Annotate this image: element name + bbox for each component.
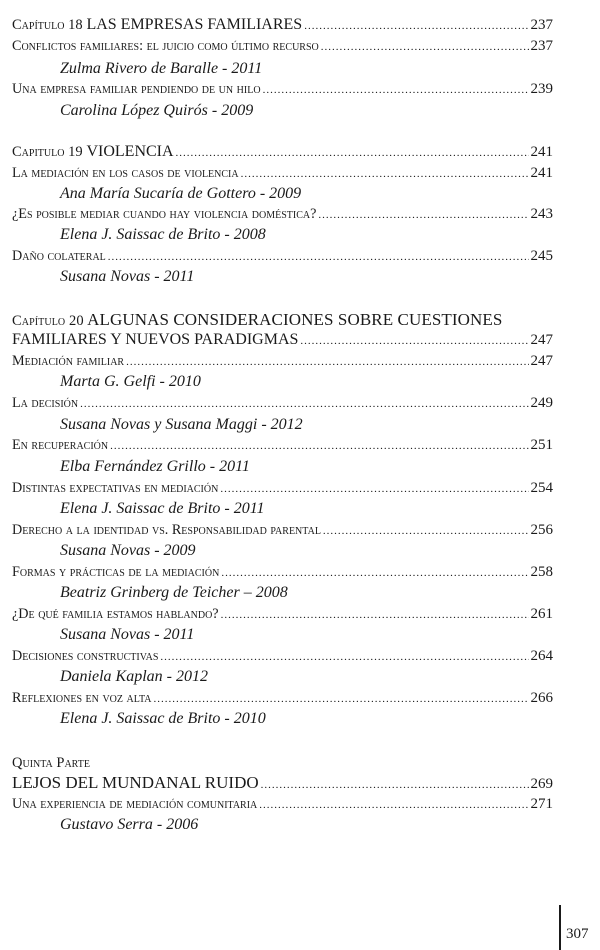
entry-author: Daniela Kaplan - 2012 (60, 668, 208, 685)
page-number: 247 (530, 353, 553, 369)
entry-author: Zulma Rivero de Baralle - 2011 (60, 60, 263, 77)
page-number: 243 (530, 206, 553, 222)
folio-rule (559, 905, 561, 950)
dot-leader (108, 251, 529, 263)
page-number: 237 (530, 38, 553, 54)
dot-leader (220, 483, 528, 495)
entry-title: En recuperación (12, 437, 109, 453)
toc-entry[interactable] (12, 522, 553, 544)
page-number: 249 (530, 395, 553, 411)
entry-title: Derecho a la identidad vs. Responsabilidad parental (12, 522, 321, 538)
toc-entry[interactable] (12, 206, 553, 228)
dot-leader (153, 693, 528, 705)
entry-title: La mediación en los casos de violencia (12, 165, 239, 181)
entry-title: Distintas expectativas en mediación (12, 480, 219, 496)
entry-author: Beatriz Grinberg de Teicher – 2008 (60, 584, 288, 601)
toc-entry[interactable] (12, 796, 553, 818)
page-number: 258 (530, 564, 553, 580)
dot-leader (160, 651, 528, 663)
chapter-label: Capítulo 18 (12, 17, 83, 33)
entry-title: Una empresa familiar pendiendo de un hilo (12, 81, 261, 97)
entry-author: Elena J. Saissac de Brito - 2008 (60, 226, 266, 243)
part-label: Quinta Parte (12, 755, 90, 771)
entry-author: Ana María Sucaría de Gottero - 2009 (60, 185, 302, 202)
entry-title: La decisión (12, 395, 79, 411)
toc-chapter-19[interactable] (12, 143, 553, 165)
entry-title: ¿Es posible mediar cuando hay violencia doméstica? (12, 206, 317, 222)
toc-chapter-18[interactable] (12, 16, 553, 38)
entry-author: Susana Novas y Susana Maggi - 2012 (60, 416, 303, 433)
entry-author: Elena J. Saissac de Brito - 2011 (60, 500, 265, 517)
dot-leader (259, 799, 528, 811)
page-number: 245 (530, 248, 553, 264)
entry-author: Gustavo Serra - 2006 (60, 816, 199, 833)
dot-leader (323, 525, 529, 537)
toc-entry[interactable] (12, 564, 553, 586)
toc-entry[interactable] (12, 248, 553, 270)
toc-entry[interactable] (12, 606, 553, 628)
toc-entry[interactable] (12, 81, 553, 103)
chapter-title-line2: FAMILIARES Y NUEVOS PARADIGMAS (12, 331, 299, 348)
page-number: 269 (530, 776, 553, 792)
dot-leader (318, 209, 528, 221)
toc-entry[interactable] (12, 648, 553, 670)
toc-part-5[interactable] (12, 773, 553, 795)
page-number: 266 (530, 690, 553, 706)
dot-leader (321, 41, 529, 53)
entry-author: Elba Fernández Grillo - 2011 (60, 458, 250, 475)
page-number: 247 (530, 332, 553, 348)
page-number: 254 (530, 480, 553, 496)
entry-title: Reflexiones en voz alta (12, 690, 152, 706)
chapter-title: LAS EMPRESAS FAMILIARES (86, 16, 303, 33)
page-number: 271 (530, 796, 553, 812)
chapter-title-line1: ALGUNAS CONSIDERACIONES SOBRE CUESTIONES (87, 310, 503, 329)
dot-leader (110, 440, 528, 452)
page-number: 261 (530, 606, 553, 622)
toc-entry[interactable] (12, 480, 553, 502)
toc-entry[interactable] (12, 395, 553, 417)
entry-title: Formas y prácticas de la mediación (12, 564, 220, 580)
entry-title: Decisiones constructivas (12, 648, 159, 664)
entry-author: Carolina López Quirós - 2009 (60, 102, 254, 119)
dot-leader (300, 335, 528, 347)
dot-leader (221, 609, 529, 621)
chapter-label: Capítulo 20 (12, 313, 84, 329)
entry-title: Conflictos familiares: el juicio como último recurso (12, 38, 319, 54)
entry-title: Una experiencia de mediación comunitaria (12, 796, 258, 812)
entry-author: Susana Novas - 2011 (60, 268, 195, 285)
toc-entry[interactable] (12, 690, 553, 712)
entry-title: Daño colateral (12, 248, 106, 264)
page-number: 241 (530, 165, 553, 181)
entry-author: Marta G. Gelfi - 2010 (60, 373, 201, 390)
toc-entry[interactable] (12, 38, 553, 60)
dot-leader (304, 20, 528, 32)
page-number: 256 (530, 522, 553, 538)
dot-leader (221, 567, 528, 579)
dot-leader (261, 779, 529, 791)
page-number: 264 (530, 648, 553, 664)
chapter-title: VIOLENCIA (86, 143, 174, 160)
page-number: 251 (530, 437, 553, 453)
entry-author: Elena J. Saissac de Brito - 2010 (60, 710, 266, 727)
dot-leader (263, 84, 529, 96)
toc-entry[interactable] (12, 437, 553, 459)
chapter-label: Capitulo 19 (12, 144, 83, 160)
toc-entry[interactable] (12, 353, 553, 375)
dot-leader (80, 398, 528, 410)
entry-author: Susana Novas - 2009 (60, 542, 196, 559)
page-folio: 307 (566, 926, 589, 942)
dot-leader (176, 147, 529, 159)
page-number: 239 (530, 81, 553, 97)
toc-entry[interactable] (12, 165, 553, 187)
dot-leader (241, 168, 529, 180)
entry-author: Susana Novas - 2011 (60, 626, 195, 643)
entry-title: Mediación familiar (12, 353, 125, 369)
page-number: 241 (530, 144, 553, 160)
page-number: 237 (530, 17, 553, 33)
entry-title: ¿De qué familia estamos hablando? (12, 606, 219, 622)
toc-chapter-20-line2[interactable] (12, 331, 553, 353)
part-title: LEJOS DEL MUNDANAL RUIDO (12, 773, 259, 792)
toc-chapter-20-line1[interactable] (12, 310, 502, 330)
dot-leader (126, 356, 528, 368)
